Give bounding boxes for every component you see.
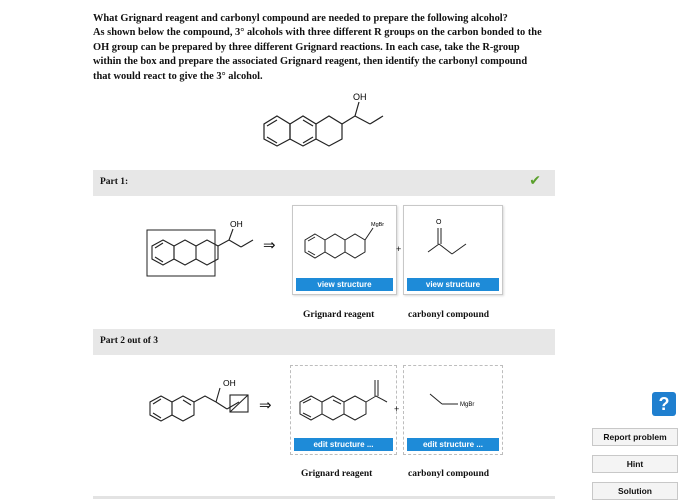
grignard-structure — [293, 206, 396, 276]
oxygen-label: O — [436, 219, 442, 226]
plus-sign: + — [396, 244, 402, 254]
mgbr-label: MgBr — [371, 222, 385, 228]
reaction-arrow: ⇒ — [263, 236, 276, 254]
part1-boxed-compound — [145, 218, 265, 278]
carbonyl-structure — [404, 206, 502, 276]
view-structure-button[interactable]: view structure — [296, 278, 393, 291]
part2-label: Part 2 out of 3 — [100, 336, 159, 346]
section-divider — [93, 496, 555, 499]
question-prompt — [93, 12, 563, 84]
plus-sign: + — [394, 404, 400, 414]
help-icon[interactable]: ? — [652, 392, 676, 416]
prompt-line: within the box and prepare the associated Grignard reagent, then identify the carbonyl compound — [93, 56, 528, 68]
prompt-line: that would react to give the 3° alcohol. — [93, 70, 263, 82]
check-icon: ✔ — [529, 173, 541, 189]
prompt-line: What Grignard reagent and carbonyl compound are needed to prepare the following alcohol? — [93, 13, 508, 24]
report-problem-button[interactable]: Report problem — [592, 428, 678, 446]
oh-label: OH — [353, 92, 367, 102]
part2-grignard-card — [290, 365, 400, 455]
part2-header — [93, 329, 555, 355]
part2-boxed-compound — [143, 376, 263, 426]
part1-carbonyl-card — [403, 205, 503, 295]
grignard-caption: Grignard reagent — [301, 469, 373, 479]
part1-header — [93, 170, 555, 196]
part2-carbonyl-card — [403, 365, 503, 455]
grignard-fragment-structure — [404, 366, 502, 436]
mgbr-label: MgBr — [460, 402, 475, 408]
prompt-line: OH group can be prepared by three different Grignard reactions. In each case, take the R-group — [93, 41, 520, 53]
carbonyl-caption: carbonyl compound — [408, 310, 490, 320]
oh-label: OH — [223, 378, 236, 388]
grignard-structure — [291, 366, 396, 436]
target-alcohol-structure — [255, 88, 415, 158]
edit-structure-button[interactable]: edit structure ... — [294, 438, 393, 451]
part1-label: Part 1: — [100, 177, 129, 187]
solution-button[interactable]: Solution — [592, 482, 678, 500]
grignard-caption: Grignard reagent — [303, 310, 375, 320]
prompt-line: As shown below the compound, 3° alcohols with three different R groups on the carbon bonded to the — [93, 27, 542, 39]
oh-label: OH — [230, 219, 243, 229]
edit-structure-button[interactable]: edit structure ... — [407, 438, 499, 451]
view-structure-button[interactable]: view structure — [407, 278, 499, 291]
hint-button[interactable]: Hint — [592, 455, 678, 473]
reaction-arrow: ⇒ — [259, 396, 272, 414]
part1-grignard-card — [292, 205, 397, 295]
carbonyl-caption: carbonyl compound — [408, 469, 490, 479]
